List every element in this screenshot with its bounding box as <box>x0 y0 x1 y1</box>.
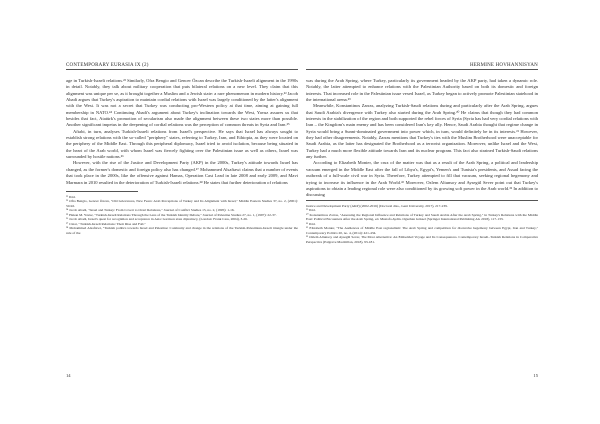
footnote: ²⁴ Jacob Abadi, "Israel and Turkey: From Covert to Overt Relations," Journal of Conflict Studies 15, no. 2, (1995): 1-16. <box>66 208 235 213</box>
footnote: ²² Ibid. <box>66 194 76 199</box>
footnote-rule <box>66 191 138 192</box>
footnote: ²⁵ Hakan M. Yavuz, "Turkish-Israeli Relations Through the Lens of the Turkish Identity Debate," Journal of Palestine Studies 27, no. 1, (1997): 22-37. <box>66 212 277 217</box>
running-head-right <box>306 58 538 70</box>
footnote: ²⁶ Jacob Abadi, Israel's quest for recognition and acceptance in Asia: Garrison state diplomacy, (London: Frank Cass, 2004), 3-26. <box>66 217 248 222</box>
footnote: Justice and Development Party (AKP) (2002-2016) (Doctoral diss., Gent University, 2017), 217-239. <box>306 203 448 208</box>
footnote: ²⁹ Ibid. <box>306 208 316 213</box>
left-body-text <box>66 78 298 186</box>
paragraph: According to Elizabeth Monier, the crux of the matter was that as a result of the Arab Spring, a political and leadership vacuum emerged in the Middle East after the fall of Libya's, Egypt's, Yemen's and Tunisia's presidents, and Assad facing the outbreak of a full-scale civil war in Syria. Therefore, Turkey attempted to fill that vacuum, seeking regional hegemony and trying to increase its influence in the Arab World.³² Moreover, Ozlem Altunsoy and Aysegül Sever point out that Turkey's aspirations to obtain a leading regional role were also conditioned by its growing soft power in the Arab world.³³ In addition to discussing <box>306 160 538 198</box>
footnote: ³¹ Ibid. <box>306 221 316 226</box>
running-head-left <box>66 58 298 70</box>
footnote: ²³ Ofra Bengio, Gencer Özcan, "Old Grievances, New Fears: Arab Perceptions of Turkey and Its Alignment with Israel," Middle Eastern Studies 37, no. 2, (2001): 50-92. <box>66 199 298 208</box>
footnote: ²⁷ Cinar, "Turkish-Israeli Relations: Their Rise and Fall." <box>66 221 146 226</box>
footnote: ³³ Ozlem Altunsoy and Aysegül Sever, The Most Alternative: An Embedded Voyage and Its Consequences. Contemporary Israeli–Turkish Relations in Comparative Perspective (Palgrave Macmillan, 2018), 93-181. <box>306 235 538 244</box>
footnote: ³² Elizabeth Monier, "The Audiences of Middle East regionalism: The Arab Spring and competition for discursive hegemony between Egypt, Iran and Turkey," Contemporary Politics 20, no. 4, (2014): 421-434. <box>306 226 538 235</box>
footnote: ³⁰ Konstantinos Zarras, "Assessing the Regional Influence and Relations of Turkey and Saudi Arabia After the Arab Spring," in Turkey's Relations with the Middle East: Political Encounters After the Arab Spring, ed. Mustafa Aydin. Oguzhan Göksel (Springer International Publishing AG 2018), 117-133. <box>306 212 538 222</box>
left-page <box>66 58 298 378</box>
left-footnotes <box>66 195 298 236</box>
paragraph: Meanwhile, Konstantinos Zarras, analyzing Turkish-Saudi relations during and particularly after the Arab Spring, argues that Saudi Arabia's divergence with Turkey also started during the Arab Spring.³⁰ He claims that though they had common interests in the stabilization of the region and both supported the rebel forces of Syria (Syria has had very cordial relations with Iran – the Kingdom's main enemy and has been considered Iran's key ally. Hence, Saudi Arabia thought that regime change in Syria would bring a Sunni-dominated government into power which, in turn, would definitely be in its interests.³¹ However, they had other disagreements. Notably, Zarras mentions that Turkey's ties with the Muslim Brotherhood were unacceptable for Saudi Arabia, as the latter has designated the Brotherhood as a terrorist organization. Moreover, unlike Israel and the West, Turkey had a much more flexible attitude towards Iran and its nuclear program. This fact also strained Turkish-Saudi relations any further. <box>306 103 538 160</box>
journal-title: CONTEMPORARY EURASIA IX (2) <box>66 63 149 68</box>
footnote-rule <box>306 200 538 201</box>
right-body-text <box>306 78 538 199</box>
page-number-right: 15 <box>533 373 538 378</box>
page-number-left: 14 <box>66 373 71 378</box>
paragraph: was during the Arab Spring, where Turkey, particularly its government headed by the AKP party, had taken a dynamic role. Notably, the latter attempted to enhance relations with the Palestinian Authority based on both its domestic and foreign interests. That increased role in the Palestinian issue vexed Israel, as Turkey began to actively promote Palestinian statehood in the international arena.²⁹ <box>306 78 538 103</box>
footnote: ²⁸ Mohammed Alsaftawi, "Turkish politics towards Israel and Palestine: Continuity and change in the relations of the Turkish-Palestinian-Israeli triangle under the rule of the <box>66 226 298 235</box>
paragraph: age in Turkish-Israeli relations.²² Similarly, Ofra Bengio and Gencer Özcan describe the Turkish-Israeli alignment in the 1990s in detail. Notably, they talk about military cooperation that puts bilateral relations on a new level. They claim that this alignment was unique per se, as it brought together a Muslim and a Jewish state: a rare phenomenon in modern history.²³ Jacob Abadi argues that Turkey's aspiration to maintain cordial relations with Israel was largely conditioned by the latter's alignment with the West. It was not a secret that Turkey was conducting pro-Western policy at that time, aiming at gaining full membership in NATO.²⁴ Continuing Abadi's argument about Turkey's inclination towards the West, Yavuz assures us that besides that fact, Atatürk's promotion of secularism also made the alignment between these two states more than possible. Another significant impetus in the deepening of cordial relations was the perception of common threats in Syria and Iran.²⁵ <box>66 78 298 128</box>
right-footnotes <box>306 204 538 245</box>
right-page <box>306 58 538 378</box>
author-name: HERMINE HOVHANNISYAN <box>469 63 538 68</box>
paragraph: However, with the rise of the Justice and Development Party (AKP) in the 2000s, Turkey's attitude towards Israel has changed, as the former's domestic and foreign policy also has changed.²⁷ Mohammed Alsaftawi claims that a number of events that took place in the 2000s, like the offensive against Hamas, Operation Cast Lead in late 2008 and early 2009, and Mavi Marmara in 2010 resulted in the deterioration of Turkish-Israeli relations.²⁸ He states that further deterioration of relations <box>66 160 298 185</box>
paragraph: Aftabi, in turn, analyses Turkish-Israeli relations from Israel's perspective. He says that Israel has always sought to establish strong relations with the so-called "periphery" states, referring to Turkey, Iran, and Ethiopia, as they were located on the periphery of the Middle East. Through this peripheral diplomacy, Israel tried to avoid isolation, because being situated in the heart of the Arab world, with whom Israel was fiercely fighting over the Palestinian issue as well as others, Israel was surrounded by hostile nations.²⁶ <box>66 128 298 160</box>
